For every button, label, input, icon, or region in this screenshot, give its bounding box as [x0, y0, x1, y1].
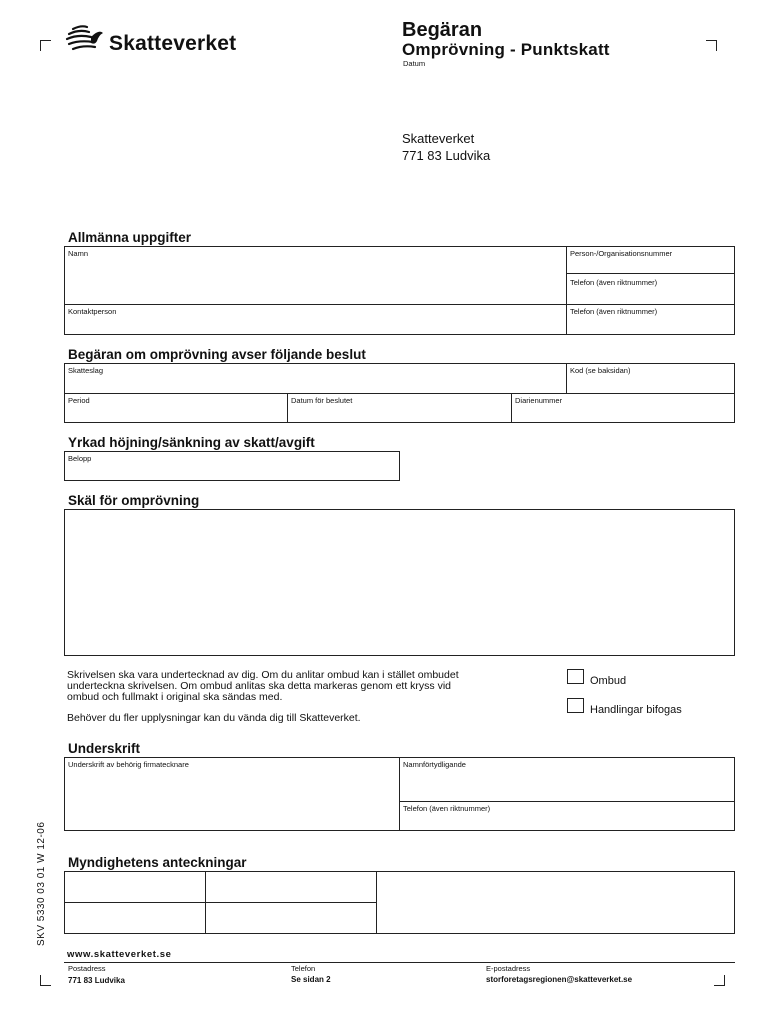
form-title: Begäran — [402, 19, 483, 41]
decision-date-field[interactable]: Datum för beslutet — [291, 396, 353, 405]
corner-mark-top-left — [40, 40, 51, 51]
authority-divider-v2 — [376, 871, 377, 934]
recipient-address: 771 83 Ludvika — [402, 148, 491, 163]
authority-divider-h — [64, 902, 376, 903]
info-line-3: ombud och fullmakt i original ska sändas med. — [67, 691, 283, 703]
name-clarification-field[interactable]: Namnförtydligande — [403, 760, 466, 769]
attachments-checkbox[interactable] — [567, 698, 584, 713]
phone-field[interactable]: Telefon (även riktnummer) — [570, 278, 658, 287]
claim-heading: Yrkad höjning/sänkning av skatt/avgift — [68, 435, 315, 450]
footer-rule — [64, 962, 735, 963]
reason-heading: Skäl för omprövning — [68, 493, 200, 508]
info-line-1: Skrivelsen ska vara undertecknad av dig. Om du anlitar ombud kan i stället ombudet — [67, 669, 459, 681]
date-label: Datum — [403, 59, 426, 68]
corner-mark-bottom-left — [40, 975, 51, 986]
decision-divider-h — [64, 393, 735, 394]
contact-phone-field[interactable]: Telefon (även riktnummer) — [570, 307, 658, 316]
period-field[interactable]: Period — [68, 396, 90, 405]
form-code: SKV 5330 03 01 W 12-06 — [36, 821, 47, 946]
amount-box — [64, 451, 400, 481]
attachments-label: Handlingar bifogas — [590, 704, 682, 716]
corner-mark-top-right — [706, 40, 717, 51]
general-heading: Allmänna uppgifter — [68, 230, 192, 245]
postal-label: Postadress — [68, 964, 106, 973]
general-divider-h1 — [566, 273, 735, 274]
corner-mark-bottom-right — [714, 975, 725, 986]
info-line-2: underteckna skrivelsen. Om ombud anlitas ska detta markeras genom ett kryss vid — [67, 680, 451, 692]
signature-phone-field[interactable]: Telefon (även riktnummer) — [403, 804, 491, 813]
email-label: E-postadress — [486, 964, 531, 973]
tax-type-field[interactable]: Skatteslag — [68, 366, 104, 375]
general-box — [64, 246, 735, 335]
decision-divider-v1 — [566, 363, 567, 393]
amount-field[interactable]: Belopp — [68, 454, 92, 463]
email-link[interactable]: storforetagsregionen@skatteverket.se — [486, 975, 633, 984]
reason-textarea[interactable] — [64, 509, 735, 656]
phone-label: Telefon — [291, 964, 316, 973]
decision-heading: Begäran om omprövning avser följande beslut — [68, 347, 366, 362]
signature-divider-h — [399, 801, 735, 802]
diary-number-field[interactable]: Diarienummer — [515, 396, 563, 405]
signature-field[interactable]: Underskrift av behörig firmatecknare — [68, 760, 189, 769]
code-field[interactable]: Kod (se baksidan) — [570, 366, 631, 375]
brand-name: Skatteverket — [109, 32, 237, 55]
info-line-4: Behöver du fler upplysningar kan du vända dig till Skatteverket. — [67, 712, 361, 724]
skatteverket-logo-icon — [63, 23, 105, 53]
general-divider-v — [566, 246, 567, 335]
ombud-checkbox[interactable] — [567, 669, 584, 684]
recipient-name: Skatteverket — [402, 131, 475, 146]
phone-value: Se sidan 2 — [291, 975, 331, 984]
decision-divider-v2 — [287, 393, 288, 423]
postal-value: 771 83 Ludvika — [68, 976, 125, 985]
decision-divider-v3 — [511, 393, 512, 423]
signature-heading: Underskrift — [68, 741, 141, 756]
form-subtitle: Omprövning - Punktskatt — [402, 40, 610, 59]
website-link[interactable]: www.skatteverket.se — [67, 949, 172, 960]
ombud-label: Ombud — [590, 675, 627, 687]
signature-divider-v — [399, 757, 400, 831]
authority-heading: Myndighetens anteckningar — [68, 855, 247, 870]
name-field[interactable]: Namn — [68, 249, 89, 258]
contact-person-field[interactable]: Kontaktperson — [68, 307, 117, 316]
orgnr-field[interactable]: Person-/Organisationsnummer — [570, 249, 673, 258]
general-divider-h2 — [64, 304, 735, 305]
